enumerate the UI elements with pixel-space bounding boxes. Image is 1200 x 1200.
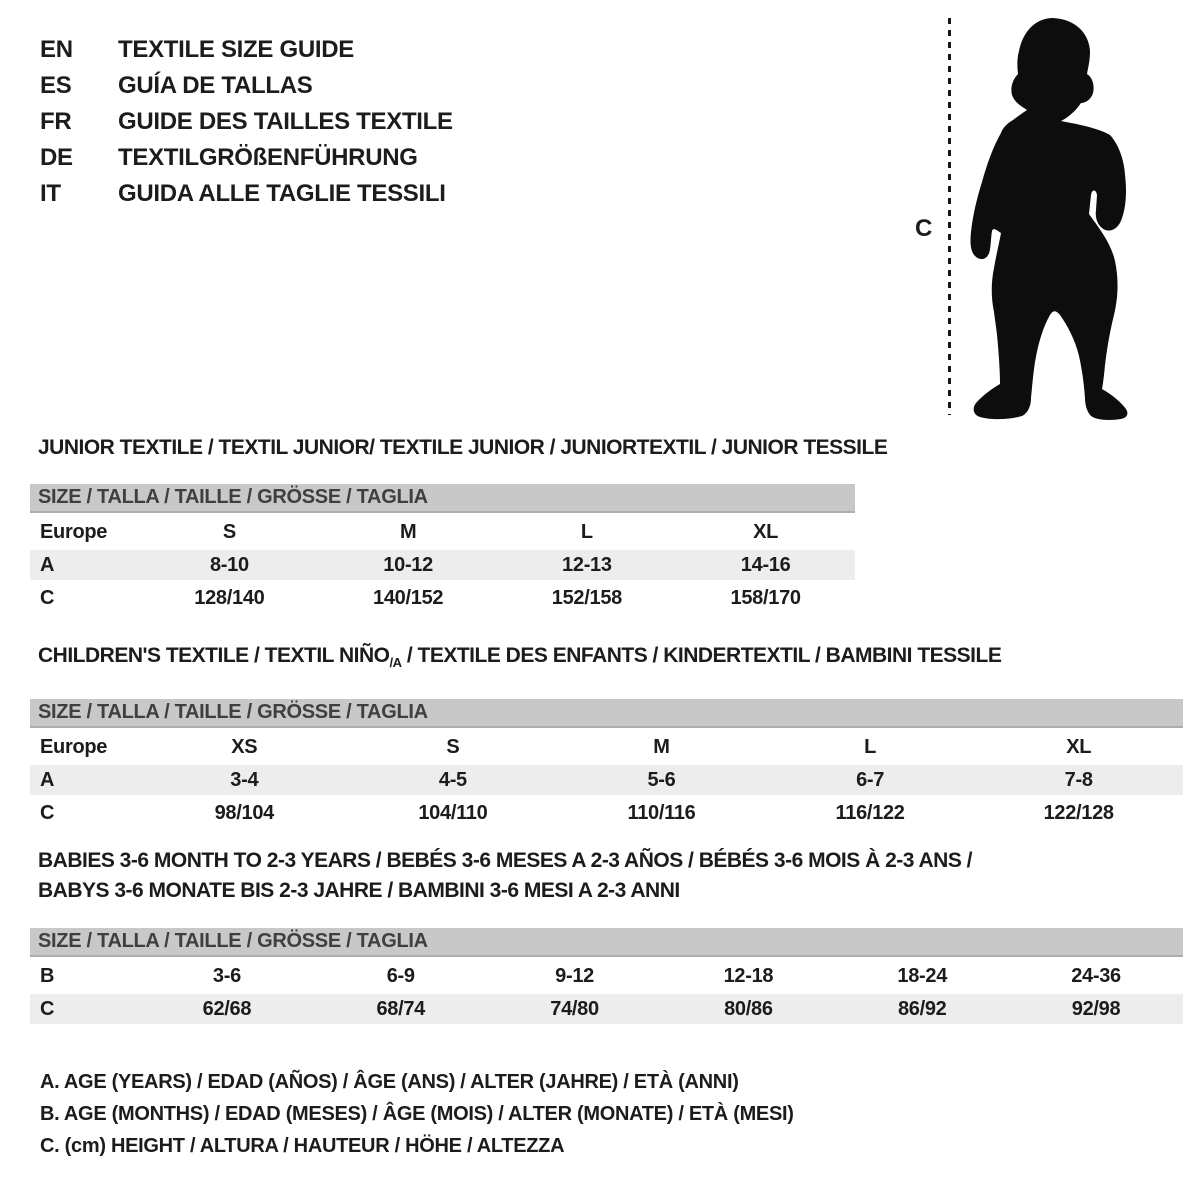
legend-line: A. AGE (YEARS) / EDAD (AÑOS) / ÂGE (ANS) / ALTER (JAHRE) / ETÀ (ANNI): [40, 1071, 739, 1093]
table-cell: 68/74: [376, 998, 426, 1020]
section-title-line: [38, 433, 888, 463]
table-row: [30, 798, 1183, 828]
table-cell: 12-13: [562, 554, 612, 576]
table-cell: S: [222, 521, 236, 543]
table-row: [30, 550, 855, 580]
language-code: FR: [40, 108, 72, 135]
table-cell: 152/158: [551, 587, 622, 609]
table-row: [30, 732, 1183, 762]
table-cell: 74/80: [550, 998, 599, 1020]
table-row: [30, 583, 855, 613]
table-cell: 62/68: [202, 998, 252, 1020]
legend-line: C. (cm) HEIGHT / ALTURA / HAUTEUR / HÖHE / ALTEZZA: [40, 1135, 565, 1157]
section-title: [30, 641, 1183, 678]
section-junior: [30, 433, 888, 616]
table-cell: 104/110: [418, 802, 488, 825]
language-list: [40, 32, 453, 212]
row-label: Europe: [40, 521, 108, 543]
title-segment: CHILDREN'S TEXTILE / TEXTIL NIÑO: [38, 644, 390, 667]
table-cell: 12-18: [723, 965, 774, 987]
language-row: [40, 104, 453, 140]
table-cell: 5-6: [647, 769, 676, 792]
toddler-silhouette-icon: [963, 16, 1143, 421]
language-row: [40, 68, 453, 104]
table-cell: L: [864, 736, 877, 759]
language-label: TEXTILGRÖßENFÜHRUNG: [118, 144, 418, 171]
language-code: DE: [40, 144, 73, 171]
table-row: [30, 994, 1183, 1024]
row-label: A: [40, 554, 55, 576]
section-title: [30, 846, 1183, 906]
language-label: GUIDA ALLE TAGLIE TESSILI: [118, 180, 446, 207]
table: [30, 517, 855, 613]
table-row: [30, 765, 1183, 795]
table-row: [30, 961, 1183, 991]
table: [30, 961, 1183, 1024]
table-cell: 3-6: [212, 965, 241, 987]
title-segment: / TEXTILE DES ENFANTS / KINDERTEXTIL / BAMBINI TESSILE: [401, 644, 1002, 667]
height-dashed-line: [948, 18, 951, 415]
language-code: EN: [40, 36, 73, 63]
table-cell: XL: [753, 521, 779, 543]
table-cell: 158/170: [730, 587, 801, 609]
row-label: Europe: [40, 736, 108, 759]
toddler-silhouette-path: [970, 18, 1127, 420]
language-label: GUIDE DES TAILLES TEXTILE: [118, 108, 453, 135]
table-cell: XL: [1066, 736, 1092, 759]
language-code: IT: [40, 180, 61, 207]
table-cell: 110/116: [627, 802, 696, 825]
language-row: [40, 140, 453, 176]
title-segment: /A: [389, 655, 402, 671]
language-row: [40, 176, 453, 212]
table-cell: 86/92: [897, 998, 947, 1020]
table-row: [30, 517, 855, 547]
table-cell: 80/86: [724, 998, 773, 1020]
language-row: [40, 32, 453, 68]
row-label: A: [40, 769, 55, 792]
table-cell: 98/104: [214, 802, 274, 825]
table-cell: 6-9: [386, 965, 415, 987]
table-cell: 10-12: [383, 554, 433, 576]
table-cell: S: [446, 736, 460, 759]
table-cell: 14-16: [740, 554, 791, 576]
language-label: GUÍA DE TALLAS: [118, 72, 313, 99]
section-babies: [30, 846, 1183, 1027]
legend-line: B. AGE (MONTHS) / EDAD (MESES) / ÂGE (MOIS) / ALTER (MONATE) / ETÀ (MESI): [40, 1103, 794, 1125]
section-title-line: [38, 876, 1183, 906]
table-cell: 3-4: [230, 769, 259, 792]
row-label: C: [40, 587, 55, 609]
language-code: ES: [40, 72, 72, 99]
table-cell: L: [580, 521, 593, 543]
height-measure-label: C: [915, 215, 933, 242]
table-cell: 92/98: [1071, 998, 1121, 1020]
title-segment: BABIES 3-6 MONTH TO 2-3 YEARS / BEBÉS 3-6 MESES A 2-3 AÑOS / BÉBÉS 3-6 MOIS À 2-3 ANS /: [38, 849, 973, 872]
table-cell: 18-24: [897, 965, 948, 987]
size-header-bar: SIZE / TALLA / TAILLE / GRÖSSE / TAGLIA: [30, 484, 855, 513]
table-cell: 7-8: [1064, 769, 1093, 792]
table-cell: 116/122: [835, 802, 905, 825]
table-cell: 140/152: [373, 587, 444, 609]
size-header-bar: SIZE / TALLA / TAILLE / GRÖSSE / TAGLIA: [30, 699, 1183, 728]
table-cell: M: [399, 521, 417, 543]
row-label: C: [40, 998, 55, 1020]
section-title-line: [38, 846, 1183, 876]
table-cell: M: [653, 736, 670, 759]
size-header-bar: SIZE / TALLA / TAILLE / GRÖSSE / TAGLIA: [30, 928, 1183, 957]
section-title-line: [38, 641, 1183, 678]
language-label: TEXTILE SIZE GUIDE: [118, 36, 354, 63]
section-title: [30, 433, 888, 463]
title-segment: BABYS 3-6 MONATE BIS 2-3 JAHRE / BAMBINI 3-6 MESI A 2-3 ANNI: [38, 879, 680, 902]
table-cell: 4-5: [438, 769, 467, 792]
legend: [40, 1066, 794, 1162]
table-cell: 24-36: [1071, 965, 1121, 987]
section-children: [30, 641, 1183, 831]
table-cell: 122/128: [1043, 802, 1114, 825]
table: [30, 732, 1183, 828]
row-label: C: [40, 802, 55, 825]
table-cell: 6-7: [856, 769, 885, 792]
table-cell: 8-10: [209, 554, 249, 576]
title-segment: JUNIOR TEXTILE / TEXTIL JUNIOR/ TEXTILE JUNIOR / JUNIORTEXTIL / JUNIOR TESSILE: [38, 436, 888, 459]
row-label: B: [40, 965, 55, 987]
table-cell: 128/140: [194, 587, 265, 609]
table-cell: 9-12: [555, 965, 594, 987]
table-cell: XS: [231, 736, 258, 759]
